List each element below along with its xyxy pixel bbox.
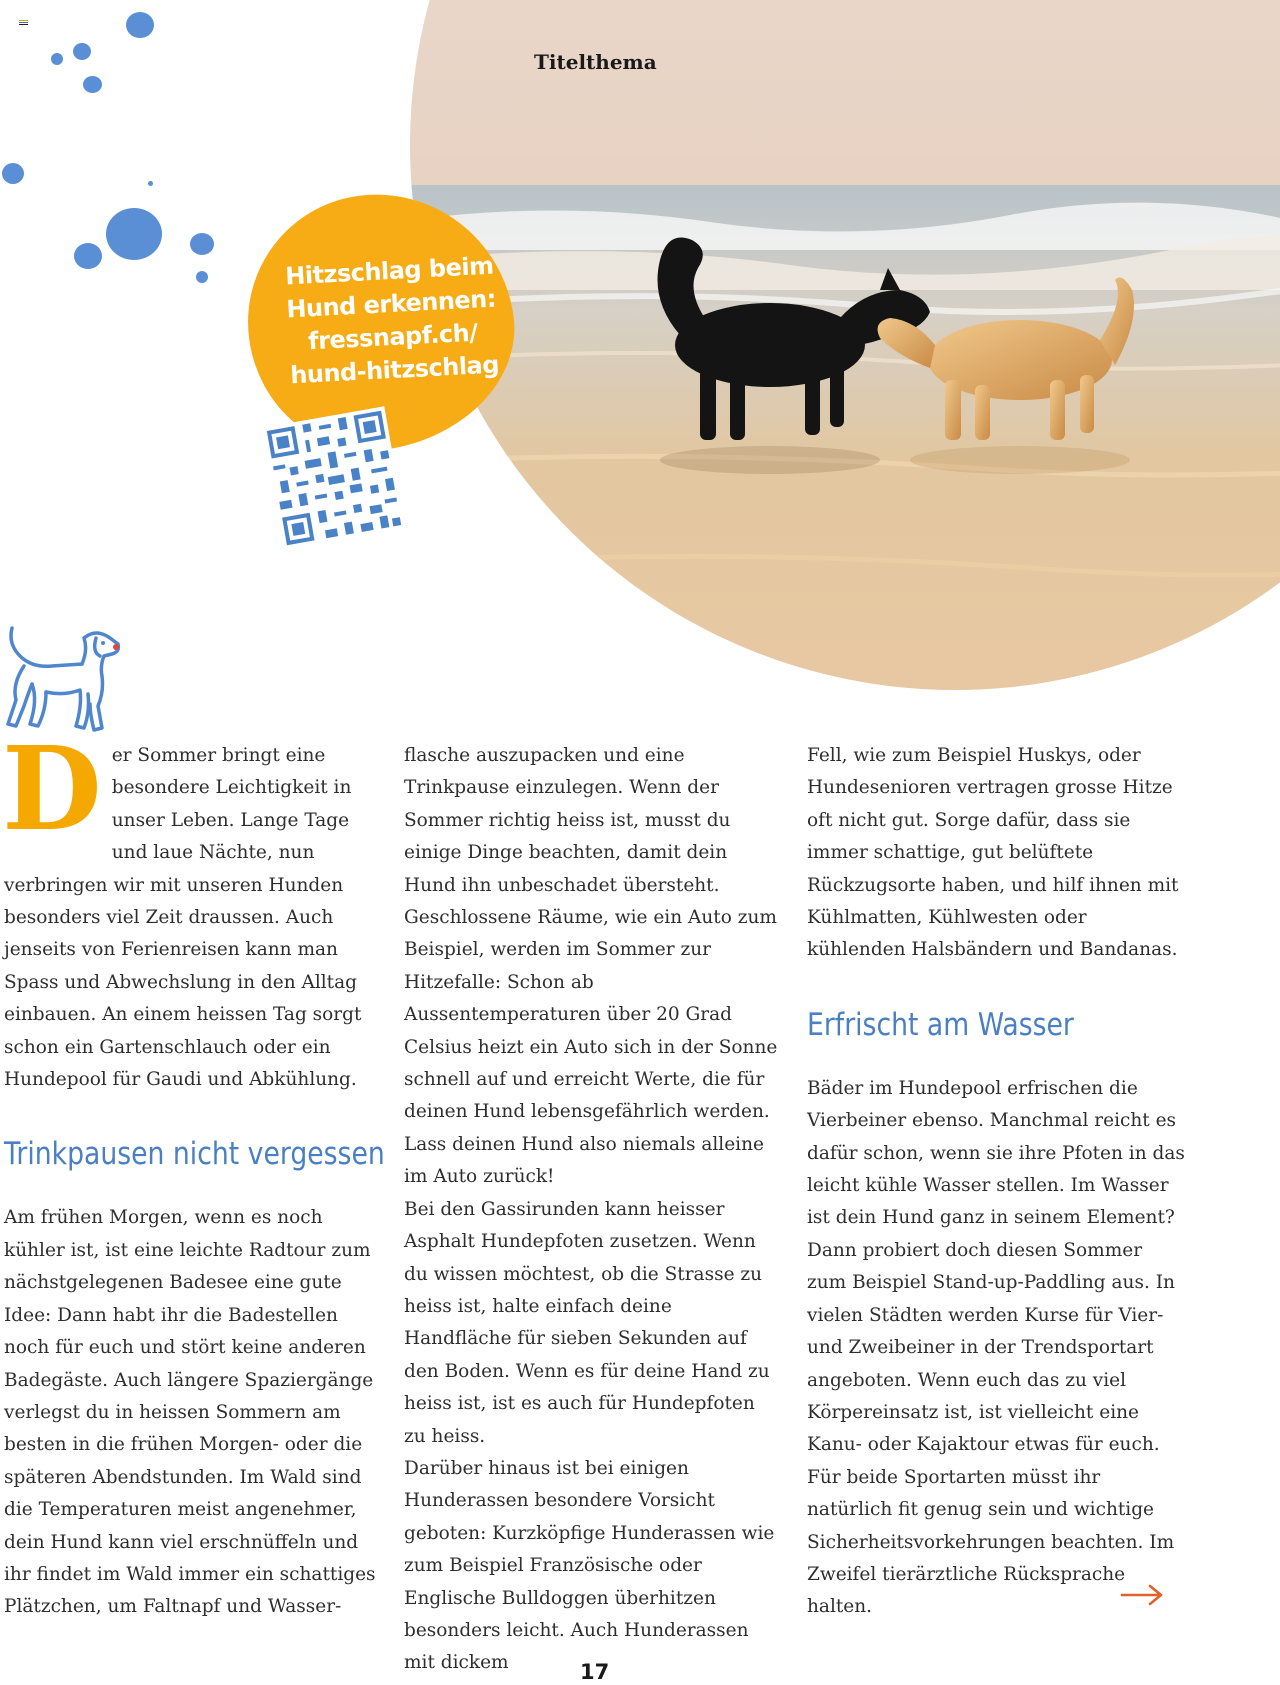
splash-dot xyxy=(51,53,63,65)
intro-text: er Sommer bringt eine besondere Leichtigkeit in unser Leben. Lange Tage und laue Nächte, nun verbringen wir mit unseren Hunden besonders viel Zeit draussen. Auch jenseits von Ferienreisen kann man Spass und Abwechslung in den Alltag einbauen. An einem heissen Tag sorgt schon ein Gartenschlauch oder ein Hundepool für Gaudi und Abkühlung. xyxy=(4,745,362,1091)
promo-link-line[interactable]: hund-hitzschlag xyxy=(289,350,500,390)
dropcap: D xyxy=(2,722,102,857)
paragraph: flasche auszupacken und eine Trinkpause einzulegen. Wenn der Sommer richtig heiss ist, musst du einige Dinge beachten, damit dein Hund ihn unbeschadet übersteht. Geschlossene Räume, wie ein Auto zum Beispiel, werden im Sommer zur Hitzefalle: Schon ab Aussentemperaturen über 20 Grad Celsius heizt ein Auto sich in der Sonne schnell auf und erreicht Werte, die für deinen Hund lebensgefährlich werden. Lass deinen Hund also niemals alleine im Auto zurück! xyxy=(404,745,778,1188)
paragraph: Bäder im Hundepool erfrischen die Vierbeiner ebenso. Manchmal reicht es dafür schon, wenn sie ihre Pfoten in das leicht kühle Wasser stellen. Im Wasser ist dein Hund ganz in seinem Element? Dann probiert doch diesen Sommer zum Beispiel Stand-up-Paddling aus. In vielen Städten werden Kurse für Vier- und Zweibeiner in der Trendsportart angeboten. Wenn euch das zu viel Körpereinsatz ist, ist vielleicht eine Kanu- oder Kajaktour etwas für euch. Für beide Sportarten müsst ihr natürlich fit genug sein und wichtige Sicherheitsvorkehrungen beachten. Im Zweifel tierärztliche Rücksprache halten. xyxy=(807,1077,1185,1618)
hero-photo xyxy=(410,0,1280,690)
splash-dot xyxy=(190,233,214,255)
page-number: 17 xyxy=(580,1660,610,1684)
promo-link-line[interactable]: fressnapf.ch/ xyxy=(307,318,479,356)
subheading-trinkpausen: Trinkpausen nicht vergessen xyxy=(4,1136,385,1173)
article-column-1 xyxy=(2,722,385,1624)
qr-code-icon[interactable] xyxy=(262,406,406,550)
splash-dot xyxy=(73,43,91,60)
splash-dot xyxy=(126,12,154,38)
section-label: Titelthema xyxy=(534,50,657,74)
article-column-3 xyxy=(807,740,1187,1624)
splash-dot xyxy=(148,181,153,186)
intro-paragraph xyxy=(2,722,379,1096)
promo-line: Hitzschlag beim xyxy=(284,251,495,291)
promo-text[interactable] xyxy=(259,248,526,393)
splash-dot xyxy=(83,76,102,93)
arrow-right-icon[interactable] xyxy=(1120,1583,1164,1607)
paragraph: Darüber hinaus ist bei einigen Hunderassen besondere Vorsicht geboten: Kurzköpfige Hunderassen wie zum Beispiel Französische oder Englische Bulldoggen überhitzen besonders leicht. Auch Hunderassen mit dickem xyxy=(404,1457,775,1674)
beach-dogs-illustration xyxy=(410,0,1280,690)
paragraph: Fell, wie zum Beispiel Huskys, oder Hundesenioren vertragen grosse Hitze oft nicht gut. Sorge dafür, dass sie immer schattige, gut belüftete Rückzugsorte haben, und hilf ihnen mit Kühlmatten, Kühlwesten oder kühlenden Halsbändern und Bandanas. xyxy=(807,745,1179,961)
splash-dot xyxy=(196,271,208,283)
paragraph: Bei den Gassirunden kann heisser Asphalt Hundepfoten zusetzen. Wenn du wissen möchtest, ob die Strasse zu heiss ist, halte einfach deine Handfläche für sieben Sekunden auf den Boden. Wenn es für deine Hand zu heiss ist, ist es auch für Hundepfoten zu heiss. xyxy=(404,1198,770,1447)
splash-dot xyxy=(74,243,102,269)
paragraph: Am frühen Morgen, wenn es noch kühler ist, ist eine leichte Radtour zum nächstgelegenen Badesee eine gute Idee: Dann habt ihr die Badestellen noch für euch und stört keine anderen Badegäste. Auch längere Spaziergänge verlegst du in heissen Sommern am besten in die frühen Morgen- oder die späteren Abendstunden. Im Wald sind die Temperaturen meist angenehmer, dein Hund kann viel erschnüffeln und ihr findet im Wald immer ein schattiges Plätzchen, um Faltnapf und Wasser- xyxy=(4,1207,376,1618)
splash-dot xyxy=(2,163,24,184)
dog-outline-icon xyxy=(2,626,124,734)
promo-line: Hund erkennen: xyxy=(285,284,497,324)
splash-dot xyxy=(106,208,162,260)
menu-icon[interactable] xyxy=(19,20,28,26)
article-column-2 xyxy=(404,740,779,1680)
subheading-erfrischt: Erfrischt am Wasser xyxy=(807,1006,1074,1043)
